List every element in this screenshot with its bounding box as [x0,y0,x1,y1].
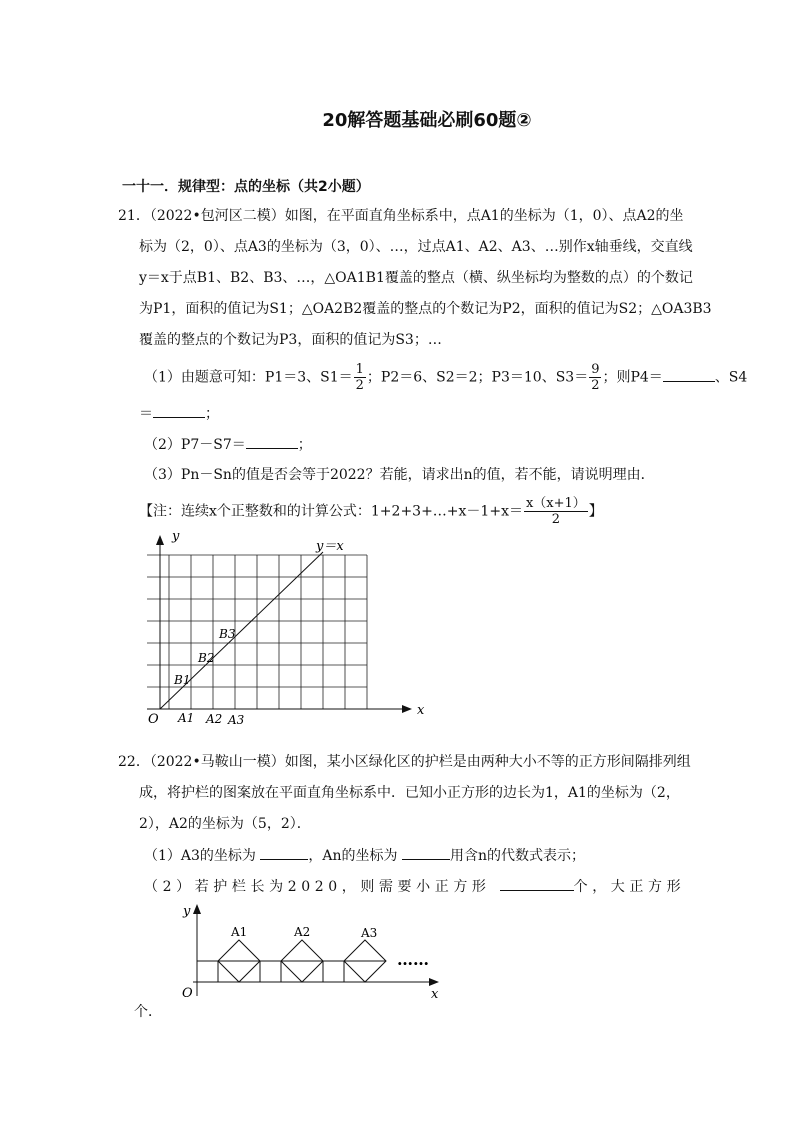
answer-blank-small-squares[interactable] [500,876,574,891]
fence-pattern [197,940,386,982]
fraction-one-half: $\frac{1}{2}$ [355,362,364,393]
answer-blank-an[interactable] [402,845,450,860]
point-b1-label: B1 [174,673,191,687]
q21-line-4: 为P1，面积的值记为S1；△OA2B2覆盖的整点的个数记为P2，面积的值记为S2；△OA3B3 [139,301,712,317]
q22-fence-graph [175,900,445,1000]
q21-part1-cont: ＝ ； [139,403,219,424]
point-b3-label: B3 [219,627,236,641]
q22-line-3: 2），A2的坐标为（5，2）． [139,816,311,832]
q21-part3: （3）Pn－Sn的值是否会等于2022？若能，请求出n的值，若不能，请说明理由． [144,467,655,483]
q21-part2: （2）P7－S7＝ ； [144,434,312,455]
section-heading: 一十一．规律型：点的坐标（共2小题） [122,179,370,195]
x-axis-arrow-icon [402,705,412,713]
q21-line-2: 标为（2，0）、点A3的坐标为（3，0）、…，过点A1、A2、A3、…别作x轴垂线，交直线 [139,239,693,255]
y-axis-arrow-icon [193,904,201,914]
continuation-dots: …… [397,950,429,969]
q22-part2: （2）若护栏长为2020，则需要小正方形 个，大正方形 [144,876,685,897]
point-a2-label: A2 [294,925,311,939]
answer-blank-p7-s7[interactable] [246,434,298,449]
q21-note: 【注：连续x个正整数和的计算公式：1+2+3+…+x－1+x＝ $\frac{x(x+1)}{2}$ 】 [139,496,603,527]
q21-line-3: y＝x于点B1、B2、B3、…，△OA1B1覆盖的整点（横、纵坐标均为整数的点）的个数记 [139,270,693,286]
q21-line-1: 21．（2022•包河区二模）如图，在平面直角坐标系中，点A1的坐标为（1，0）、点A2的坐 [118,208,684,224]
x-axis-label: x [417,703,425,718]
point-a1-label: A1 [178,711,195,725]
y-axis-label: y [183,904,191,919]
y-axis-arrow-icon [156,535,164,545]
x-axis-label: x [431,987,439,1000]
point-b2-label: B2 [198,651,215,665]
answer-blank-p4[interactable] [663,367,715,382]
answer-blank-a3[interactable] [260,845,308,860]
answer-blank-s4[interactable] [153,403,205,418]
q22-line-1: 22．（2022•马鞍山一模）如图，某小区绿化区的护栏是由两种大小不等的正方形间隔排列组 [118,754,691,770]
line-label: y＝x [316,539,344,554]
q21-line-5: 覆盖的整点的个数记为P3，面积的值记为S3；… [139,332,442,348]
point-a2-label: A2 [206,712,223,726]
fraction-sum-formula: $\frac{x(x+1)}{2}$ [525,496,586,527]
q22-part1: （1）A3的坐标为 ，An的坐标为 用含n的代数式表示； [144,845,585,866]
y-axis-label: y [172,529,180,544]
point-a1-label: A1 [231,925,248,939]
q22-line-2: 成，将护栏的图案放在平面直角坐标系中．已知小正方形的边长为1，A1的坐标为（2， [139,785,680,801]
page-title: 20解答题基础必刷60题② [322,110,532,131]
point-a3-label: A3 [228,713,245,727]
origin-label: O [148,712,159,727]
q21-part1: （1）由题意可知：P1＝3、S1＝ $\frac{1}{2}$ ；P2＝6、S2＝2；P3＝10、S3＝ $\frac{9}{2}$ ；则P4＝ 、S4 [144,362,748,393]
fraction-nine-half: $\frac{9}{2}$ [591,362,600,393]
q21-coordinate-graph [120,528,430,728]
q22-part2-end: 个． [134,1004,162,1020]
origin-label: O [182,986,193,1000]
x-axis-arrow-icon [429,978,439,986]
point-a3-label: A3 [361,926,378,940]
